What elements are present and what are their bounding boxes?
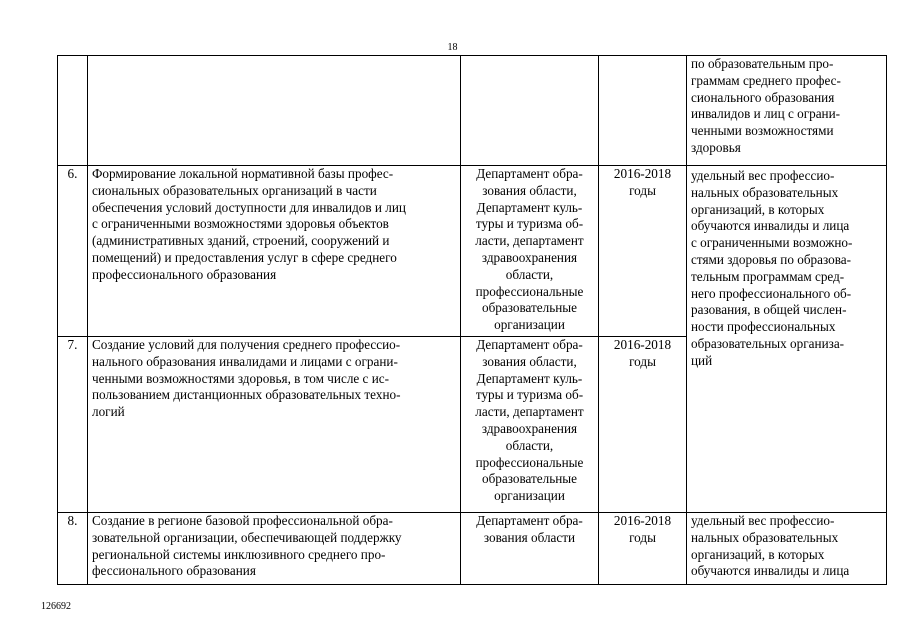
indicator-line: организаций, в которых: [691, 546, 825, 562]
activity-line: с ограниченными возможностями здоровья объектов: [92, 216, 389, 232]
activity-cell: [88, 513, 461, 585]
indicator-line: него профессионального об-: [691, 285, 852, 301]
term-line: годы: [629, 353, 656, 369]
term-cell: [599, 337, 687, 513]
indicator-line: сионального образования: [691, 89, 835, 105]
indicator-line: нальных образовательных: [691, 184, 839, 200]
indicator-line: тельным программам сред-: [691, 268, 845, 284]
executor-line: профессиональные: [475, 283, 584, 299]
indicator-line: здоровья: [691, 139, 741, 155]
indicator-line: организаций, в которых: [691, 201, 825, 217]
executor-line: здравоохранения: [481, 249, 578, 265]
table-row: [58, 513, 887, 585]
executor-line: туры и туризма об-: [475, 387, 584, 403]
activity-cell: [88, 56, 461, 166]
table-row: [58, 166, 887, 337]
indicator-line: стями здоровья по образова-: [691, 251, 851, 267]
executor-cell: [461, 166, 599, 337]
indicator-cell: [687, 56, 887, 166]
executor-line: области,: [505, 266, 554, 282]
row-number-cell: [58, 56, 88, 166]
indicator-line: обучаются инвалиды и лица: [691, 218, 850, 234]
term-line: 2016-2018: [613, 166, 672, 181]
activity-line: сиональных образовательных организаций в части: [92, 182, 377, 198]
indicator-line: ченными возможностями: [691, 123, 834, 139]
executor-line: Департамент обра-: [476, 337, 583, 352]
indicator-line: по образовательным про-: [691, 56, 834, 71]
indicator-line: удельный вес профессио-: [691, 168, 835, 183]
activity-line: нального образования инвалидами и лицами с ограни-: [92, 353, 398, 369]
executor-line: образовательные: [481, 471, 578, 487]
activity-line: пользованием дистанционных образовательных техно-: [92, 387, 401, 403]
executor-line: туры и туризма об-: [475, 216, 584, 232]
term-line: 2016-2018: [613, 513, 672, 528]
activity-line: (административных зданий, строений, сооружений и: [92, 233, 390, 249]
activity-line: профессионального образования: [92, 266, 277, 282]
activity-line: Формирование локальной нормативной базы профес-: [92, 166, 394, 181]
indicator-line: образовательных организа-: [691, 335, 845, 351]
executor-cell: [461, 513, 599, 585]
activity-line: Создание условий для получения среднего профессио-: [92, 337, 401, 352]
executor-line: организации: [494, 488, 565, 504]
executor-line: Департамент обра-: [476, 513, 583, 528]
executor-line: ласти, департамент: [475, 404, 584, 420]
executor-line: ласти, департамент: [475, 233, 584, 249]
term-cell: [599, 513, 687, 585]
activity-line: фессионального образования: [92, 563, 256, 579]
page-number: 18: [447, 42, 458, 53]
indicator-line: разования, в общей числен-: [691, 302, 847, 318]
indicator-line: нальных образовательных: [691, 529, 839, 545]
indicator-line: граммам среднего профес-: [691, 72, 841, 88]
executor-line: Департамент куль-: [476, 370, 583, 386]
indicator-line: с ограниченными возможно-: [691, 235, 853, 251]
indicator-cell: [687, 513, 887, 585]
executor-line: области,: [505, 437, 554, 453]
indicator-line: ности профессиональных: [691, 319, 836, 335]
activity-line: зовательной организации, обеспечивающей поддержку: [92, 529, 402, 545]
activity-line: логий: [92, 404, 125, 420]
activity-line: Создание в регионе базовой профессиональной обра-: [92, 513, 393, 528]
activity-line: региональной системы инклюзивного среднего про-: [92, 546, 386, 562]
executor-cell: [461, 337, 599, 513]
row-number-cell: 8.: [58, 513, 88, 585]
activity-line: помещений) и предоставления услуг в сфере среднего: [92, 249, 397, 265]
executor-line: здравоохранения: [481, 420, 578, 436]
activity-line: обеспечения условий доступности для инвалидов и лиц: [92, 199, 406, 215]
term-line: 2016-2018: [613, 337, 672, 352]
term-cell: [599, 166, 687, 337]
term-line: годы: [629, 529, 656, 545]
executor-cell: [461, 56, 599, 166]
executor-line: Департамент обра-: [476, 166, 583, 181]
term-line: годы: [629, 182, 656, 198]
activity-cell: [88, 337, 461, 513]
executor-line: профессиональные: [475, 454, 584, 470]
term-cell: [599, 56, 687, 166]
activity-cell: [88, 166, 461, 337]
indicator-line: инвалидов и лиц с ограни-: [691, 106, 841, 122]
row-number-cell: 6.: [58, 166, 88, 337]
activity-line: ченными возможностями здоровья, в том числе с ис-: [92, 370, 390, 386]
row-number-cell: 7.: [58, 337, 88, 513]
executor-line: зования области: [483, 529, 576, 545]
indicator-line: ций: [691, 352, 713, 368]
executor-line: Департамент куль-: [476, 199, 583, 215]
table-row: [58, 56, 887, 166]
indicator-line: обучаются инвалиды и лица: [691, 563, 850, 579]
indicator-cell: [687, 166, 887, 513]
executor-line: зования области,: [482, 182, 577, 198]
document-id: 126692: [41, 601, 71, 612]
executor-line: образовательные: [481, 300, 578, 316]
executor-line: зования области,: [482, 353, 577, 369]
indicator-line: удельный вес профессио-: [691, 513, 835, 528]
executor-line: организации: [494, 317, 565, 333]
activities-table: [57, 55, 887, 585]
